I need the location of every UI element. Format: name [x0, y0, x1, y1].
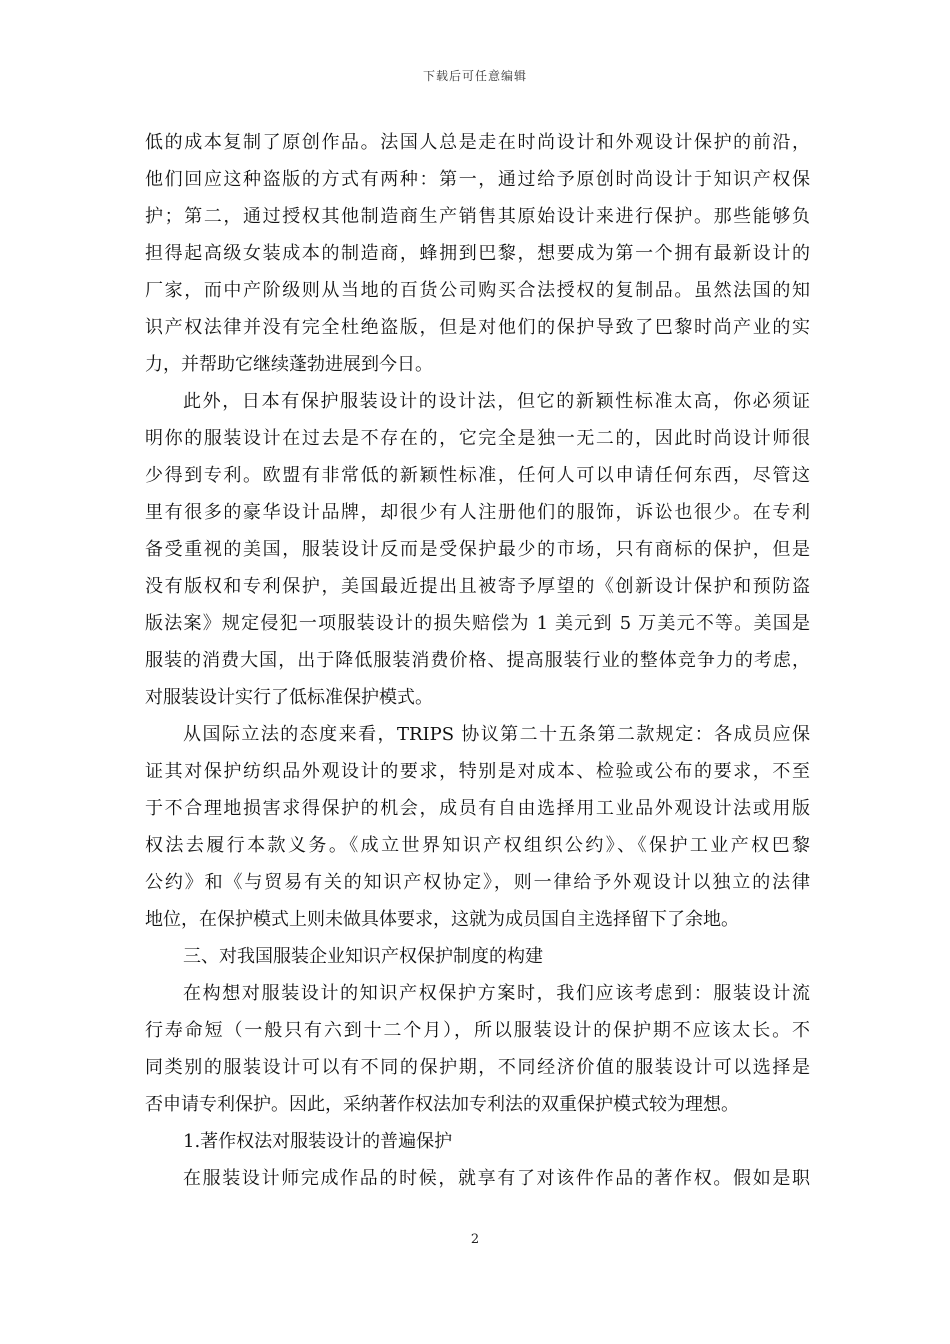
text-line: 在构想对服装设计的知识产权保护方案时，我们应该考虑到：服装设计流 — [183, 983, 810, 1004]
text-line: 行寿命短（一般只有六到十二个月），所以服装设计的保护期不应该太长。不 — [145, 1020, 810, 1041]
subsection-heading: 1.著作权法对服装设计的普遍保护 — [183, 1131, 453, 1152]
text-line: 识产权法律并没有完全杜绝盗版，但是对他们的保护导致了巴黎时尚产业的实 — [145, 317, 810, 338]
text-line: 服装的消费大国，出于降低服装消费价格、提高服装行业的整体竞争力的考虑， — [145, 650, 810, 671]
text-line: 对服装设计实行了低标准保护模式。 — [145, 687, 433, 708]
section-heading: 三、对我国服装企业知识产权保护制度的构建 — [183, 946, 543, 967]
text-line: 护；第二，通过授权其他制造商生产销售其原始设计来进行保护。那些能够负 — [145, 206, 810, 227]
text-line: 同类别的服装设计可以有不同的保护期，不同经济价值的服装设计可以选择是 — [145, 1057, 810, 1078]
text-line: 从国际立法的态度来看，TRIPS 协议第二十五条第二款规定：各成员应保 — [183, 724, 810, 745]
text-line: 少得到专利。欧盟有非常低的新颖性标准，任何人可以申请任何东西，尽管这 — [145, 465, 810, 486]
text-line: 明你的服装设计在过去是不存在的，它完全是独一无二的，因此时尚设计师很 — [145, 428, 810, 449]
text-line: 备受重视的美国，服装设计反而是受保护最少的市场，只有商标的保护，但是 — [145, 539, 810, 560]
text-line: 地位，在保护模式上则未做具体要求，这就为成员国自主选择留下了余地。 — [145, 909, 739, 930]
text-line: 低的成本复制了原创作品。法国人总是走在时尚设计和外观设计保护的前沿， — [145, 132, 810, 153]
text-line: 版法案》规定侵犯一项服装设计的损失赔偿为 1 美元到 5 万美元不等。美国是 — [145, 613, 810, 634]
text-line: 否申请专利保护。因此，采纳著作权法加专利法的双重保护模式较为理想。 — [145, 1094, 739, 1115]
text-line: 在服装设计师完成作品的时候，就享有了对该件作品的著作权。假如是职 — [183, 1168, 810, 1189]
text-line: 力，并帮助它继续蓬勃进展到今日。 — [145, 354, 433, 375]
text-line: 公约》和《与贸易有关的知识产权协定》，则一律给予外观设计以独立的法律 — [145, 872, 810, 893]
text-line: 他们回应这种盗版的方式有两种：第一，通过给予原创时尚设计于知识产权保 — [145, 169, 810, 190]
body-text — [145, 124, 810, 1197]
text-line: 里有很多的豪华设计品牌，却很少有人注册他们的服饰，诉讼也很少。在专利 — [145, 502, 810, 523]
text-line: 此外，日本有保护服装设计的设计法，但它的新颖性标准太高，你必须证 — [183, 391, 810, 412]
text-line: 担得起高级女装成本的制造商，蜂拥到巴黎，想要成为第一个拥有最新设计的 — [145, 243, 810, 264]
page-number: 2 — [470, 1232, 480, 1247]
text-line: 权法去履行本款义务。《成立世界知识产权组织公约》、《保护工业产权巴黎 — [145, 835, 810, 856]
text-line: 于不合理地损害求得保护的机会，成员有自由选择用工业品外观设计法或用版 — [145, 798, 810, 819]
text-line: 证其对保护纺织品外观设计的要求，特别是对成本、检验或公布的要求，不至 — [145, 761, 810, 782]
text-line: 厂家，而中产阶级则从当地的百货公司购买合法授权的复制品。虽然法国的知 — [145, 280, 810, 301]
page-header: 下载后可任意编辑 — [422, 69, 527, 83]
text-line: 没有版权和专利保护，美国最近提出且被寄予厚望的《创新设计保护和预防盗 — [145, 576, 810, 597]
